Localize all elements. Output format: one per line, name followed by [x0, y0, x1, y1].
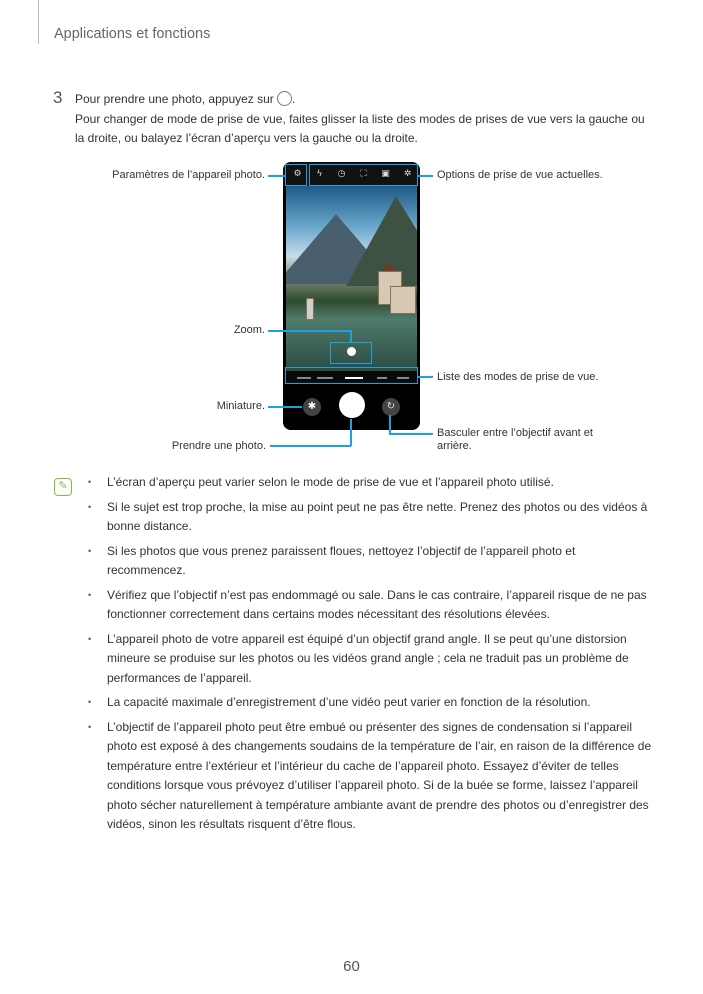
callout-switch-line-1: Basculer entre l’objectif avant et — [437, 427, 593, 439]
note-item: • La capacité maximale d’enregistrement d’une vidéo peut varier en fonction de la résolution. — [88, 693, 656, 713]
page-number: 60 — [343, 958, 360, 975]
preview-church — [306, 298, 314, 320]
motion-photo-icon[interactable]: ▣ — [381, 168, 390, 178]
leader-line — [418, 175, 433, 177]
step-line-1 — [75, 89, 295, 109]
note-item: • L’appareil photo de votre appareil est équipé d’un objectif grand angle. Il se peut qu’une distorsion mineure se produise sur les photos ou les vidéos grand angle ; cela ne traduit pas un problème de performances de l’appareil. — [88, 630, 656, 689]
callout-settings: Paramètres de l’appareil photo. — [112, 169, 265, 181]
flash-icon[interactable]: ϟ — [317, 168, 322, 178]
leader-line — [268, 330, 351, 332]
leader-line — [350, 419, 352, 446]
zoom-highlight — [330, 342, 372, 364]
preview-house — [390, 286, 416, 314]
thumbnail-icon[interactable]: ✱ — [303, 398, 321, 416]
options-highlight — [309, 164, 418, 186]
header-title: Applications et fonctions — [54, 26, 211, 42]
note-item: • Vérifiez que l’objectif n’est pas endommagé ou sale. Dans le cas contraire, l’appareil risque de ne pas fonctionner correctement dans certains modes nécessitant des résolutions élevées. — [88, 586, 656, 625]
callout-options: Options de prise de vue actuelles. — [437, 169, 603, 181]
note-item: • Si le sujet est trop proche, la mise au point peut ne pas être nette. Prenez des photos ou des vidéos à bonne distance. — [88, 498, 656, 537]
leader-line — [270, 445, 351, 447]
switch-camera-icon[interactable]: ↻ — [382, 398, 400, 416]
step-line-1-end: . — [291, 92, 296, 106]
step-number: 3 — [53, 88, 63, 107]
note-item: • L’objectif de l’appareil photo peut être embué ou présenter des signes de condensation si l’appareil photo est exposé à des changements soudains de la température de l’air, en raison de la différence de température entre l’extérieur et l’intérieur du cache de l’appareil photo. Essayez d’éviter de telles conditions lorsque vous prévoyez d’utiliser l’appareil photo. Si de la buée se forme, laissez l’appareil photo sécher naturellement à température ambiante avant de prendre des photos ou d’enregistrer des vidéos, sinon les résultats risquent d’être flous. — [88, 718, 656, 835]
step-line-1-text: Pour prendre une photo, appuyez sur — [75, 92, 274, 106]
shutter-button[interactable] — [339, 392, 365, 418]
step-line-3: la droite, ou balayez l’écran d’aperçu vers la gauche ou la droite. — [75, 131, 418, 145]
modes-highlight — [285, 367, 418, 384]
phone-screen — [283, 162, 420, 430]
callout-thumbnail: Miniature. — [216, 400, 265, 412]
note-item: • Si les photos que vous prenez paraissent floues, nettoyez l’objectif de l’appareil photo et recommencez. — [88, 542, 656, 581]
leader-line — [418, 376, 433, 378]
callout-take-photo: Prendre une photo. — [171, 440, 266, 452]
timer-icon[interactable]: ◷ — [337, 168, 346, 178]
shutter-inline-icon — [277, 91, 292, 106]
leader-line — [389, 415, 391, 434]
leader-line — [350, 330, 352, 342]
callout-switch-line-2: arrière. — [437, 440, 472, 452]
step-line-2: Pour changer de mode de prise de vue, faites glisser la liste des modes de prises de vue vers la gauche ou — [75, 112, 645, 126]
leader-line — [268, 406, 302, 408]
callout-modes: Liste des modes de prise de vue. — [437, 371, 599, 383]
note-pencil-icon: ✎ — [54, 478, 72, 496]
leader-line — [268, 175, 285, 177]
leader-line — [389, 433, 433, 435]
preview-roof — [381, 263, 397, 271]
header-rule — [38, 0, 39, 44]
notes-list — [88, 473, 656, 840]
callout-zoom: Zoom. — [233, 324, 265, 336]
aspect-ratio-icon[interactable]: ⛶ — [360, 168, 367, 178]
settings-highlight — [285, 164, 307, 186]
filter-icon[interactable]: ✲ — [403, 168, 412, 178]
note-item: • L’écran d’aperçu peut varier selon le mode de prise de vue et l’appareil photo utilisé. — [88, 473, 656, 493]
gear-icon[interactable]: ⚙ — [293, 168, 302, 178]
